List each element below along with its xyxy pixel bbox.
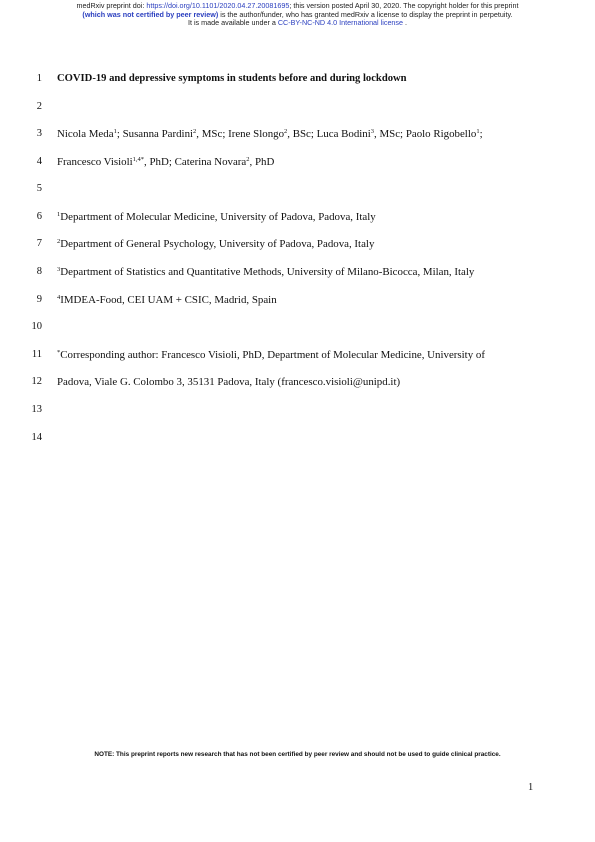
- affiliation-text: IMDEA-Food, CEI UAM + CSIC, Madrid, Spain: [60, 294, 277, 306]
- line-number: 8: [36, 266, 42, 277]
- corresponding-address: Padova, Viale G. Colombo 3, 35131 Padova, Italy (francesco.visioli@unipd.it): [57, 376, 401, 388]
- affiliation-mark: 1: [57, 211, 61, 218]
- manuscript-line: [0, 403, 595, 417]
- line-number: 2: [36, 101, 42, 112]
- affiliation-mark: 2: [246, 156, 250, 163]
- manuscript-line: [0, 210, 595, 224]
- author-degree: , BSc;: [287, 128, 317, 140]
- author-name: Luca Bodini: [316, 128, 371, 140]
- affiliation-text: Department of Statistics and Quantitative Methods, University of Milano-Bicocca, Milan, Italy: [60, 266, 475, 278]
- affiliation-mark: 1,4*: [132, 156, 145, 163]
- banner-text: ; this version posted April 30, 2020. The copyright holder for this preprint: [289, 1, 519, 10]
- manuscript-line: [0, 182, 595, 196]
- banner-text: It is made available under a: [187, 18, 278, 28]
- manuscript-line: [0, 320, 595, 334]
- line-number: 5: [36, 183, 42, 194]
- affiliation-mark: 1: [476, 128, 480, 135]
- author-name: Caterina Novara: [174, 156, 247, 168]
- affiliation-mark: 2: [57, 238, 61, 245]
- line-number: 12: [31, 376, 42, 387]
- author-degree: ;: [479, 128, 483, 140]
- manuscript-line: [0, 72, 595, 86]
- line-number: 1: [36, 73, 42, 84]
- line-number: 10: [31, 321, 42, 332]
- line-number: 4: [36, 156, 42, 167]
- affiliation-mark: 1: [113, 128, 117, 135]
- affiliation-mark: 2: [284, 128, 288, 135]
- affiliation-mark: 2: [193, 128, 197, 135]
- affiliation-text: Department of Molecular Medicine, University of Padova, Padova, Italy: [60, 211, 376, 223]
- author-degree: , MSc;: [374, 128, 406, 140]
- author-degree: ;: [116, 128, 123, 140]
- peer-review-notice: (which was not certified by peer review): [82, 9, 219, 19]
- preprint-note: NOTE: This preprint reports new research that has not been certified by peer review and should not be used to guide clinical practice.: [94, 751, 501, 758]
- manuscript-line: [0, 265, 595, 279]
- affiliation-text: Department of General Psychology, University of Padova, Padova, Italy: [60, 238, 375, 250]
- corresponding-text: Corresponding author: Francesco Visioli, PhD, Department of Molecular Medicine, University of: [60, 349, 485, 361]
- manuscript-line: [0, 348, 595, 362]
- affiliation-mark: 3: [370, 128, 375, 135]
- line-number: 13: [31, 404, 42, 415]
- doi-link[interactable]: https://doi.org/10.1101/2020.04.27.20081695: [146, 1, 290, 10]
- manuscript-line: [0, 293, 595, 307]
- author-degree: , PhD;: [144, 156, 175, 168]
- paper-title: COVID-19 and depressive symptoms in students before and during lockdown: [57, 73, 407, 84]
- preprint-banner: [20, 2, 575, 28]
- line-number: 3: [36, 128, 42, 139]
- affiliation-mark: 3: [57, 266, 61, 273]
- affiliation: [57, 237, 374, 251]
- author-list: [57, 127, 483, 141]
- manuscript-line: [0, 237, 595, 251]
- affiliation: [57, 265, 474, 279]
- author-list: [57, 155, 274, 169]
- affiliation: [57, 293, 277, 307]
- line-number: 9: [36, 294, 42, 305]
- line-number: 7: [36, 238, 42, 249]
- line-number: 6: [36, 211, 42, 222]
- author-name: Susanna Pardini: [122, 128, 194, 140]
- manuscript-line: [0, 127, 595, 141]
- line-number: 11: [31, 349, 42, 360]
- line-number: 14: [31, 432, 42, 443]
- manuscript-line: [0, 375, 595, 389]
- author-degree: , PhD: [249, 156, 275, 168]
- manuscript-line: [0, 155, 595, 169]
- author-name: Irene Slongo: [228, 128, 285, 140]
- affiliation-mark: 4: [57, 294, 61, 301]
- author-name: Paolo Rigobello: [405, 128, 477, 140]
- manuscript-line: [0, 431, 595, 445]
- author-degree: , MSc;: [196, 128, 229, 140]
- affiliation: [57, 210, 376, 224]
- author-name: Francesco Visioli: [57, 156, 133, 168]
- corresponding-author: [57, 348, 485, 362]
- banner-text: medRxiv preprint doi:: [76, 1, 147, 10]
- author-name: Nicola Meda: [57, 128, 114, 140]
- manuscript-line: [0, 100, 595, 114]
- license-link[interactable]: CC-BY-NC-ND 4.0 International license: [277, 18, 404, 28]
- banner-text: .: [403, 18, 408, 28]
- corresponding-mark: *: [57, 349, 61, 356]
- banner-text: is the author/funder, who has granted medRxiv a license to display the preprint in perpetuity.: [218, 9, 513, 19]
- page-number: 1: [528, 782, 534, 793]
